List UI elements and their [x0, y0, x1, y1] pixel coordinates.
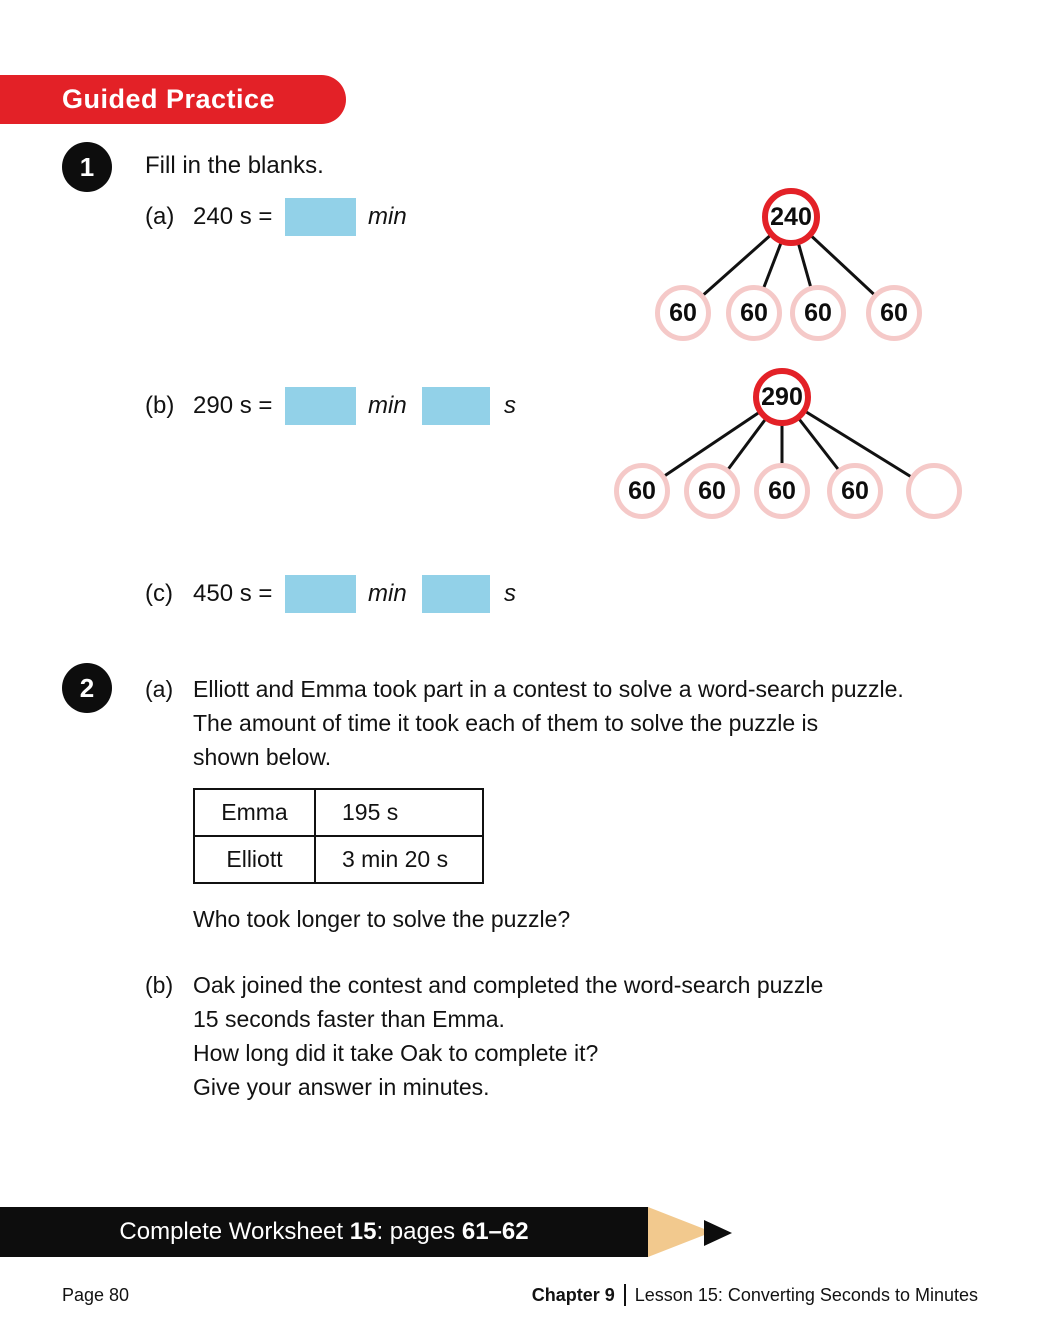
worksheet-pages-text: : pages	[376, 1218, 462, 1245]
table-cell-time: 3 min 20 s	[315, 836, 483, 883]
page-number: Page 80	[62, 1285, 130, 1305]
q2-part-b-line4: Give your answer in minutes.	[193, 1074, 490, 1100]
worksheet-banner-text	[119, 1218, 528, 1246]
q2-part-a-text	[193, 672, 904, 774]
q1-part-a-min-unit: min	[368, 203, 407, 230]
question-1-prompt: Fill in the blanks.	[145, 152, 324, 179]
question-1-badge	[62, 142, 112, 192]
table-row	[194, 789, 483, 836]
q2-part-a-line2: The amount of time it took each of them to solve the puzzle is	[193, 710, 819, 736]
q2-part-a-label: (a)	[145, 676, 174, 702]
bond-290-part-circle: 60	[827, 463, 883, 519]
question-2-badge	[62, 663, 112, 713]
guided-practice-label: Guided Practice	[62, 84, 276, 114]
q1-part-b-seconds-blank[interactable]	[422, 387, 490, 425]
q2-part-b-text	[193, 968, 823, 1104]
guided-practice-banner	[0, 75, 346, 124]
q1-part-b-s-unit: s	[504, 392, 516, 419]
q1-part-b-expression: 290 s =	[193, 392, 273, 419]
bond-290-part-circle: 60	[684, 463, 740, 519]
bond-290-part-circle: 60	[614, 463, 670, 519]
q1-part-b-min-unit: min	[368, 392, 407, 419]
bond-290-total-circle: 290	[753, 368, 811, 426]
worksheet-banner	[0, 1207, 648, 1257]
table-cell-time: 195 s	[315, 789, 483, 836]
time-table	[193, 788, 484, 884]
question-2-number: 2	[79, 672, 95, 703]
table-row	[194, 836, 483, 883]
bond-240-part-circle: 60	[655, 285, 711, 341]
q2-part-a-line3: shown below.	[193, 744, 332, 770]
bond-290-empty-circle[interactable]	[906, 463, 962, 519]
bond-240-part-circle: 60	[790, 285, 846, 341]
q1-part-b-label: (b)	[145, 392, 175, 419]
q1-part-c-s-unit: s	[504, 580, 516, 607]
bond-240-total-circle: 240	[762, 188, 820, 246]
q2-part-a-question: Who took longer to solve the puzzle?	[193, 906, 571, 932]
q1-part-c-label: (c)	[145, 580, 173, 607]
worksheet-pages: 61–62	[461, 1218, 529, 1245]
question-1-number: 1	[79, 151, 95, 182]
q1-part-a-minutes-blank[interactable]	[285, 198, 356, 236]
footer-divider	[624, 1284, 626, 1306]
pencil-tip-icon	[704, 1220, 732, 1246]
q1-part-c-minutes-blank[interactable]	[285, 575, 356, 613]
q2-part-b-label: (b)	[145, 972, 174, 998]
footer-chapter-lesson	[532, 1284, 978, 1306]
q1-part-a-label: (a)	[145, 203, 175, 230]
footer-chapter: Chapter 9	[531, 1284, 615, 1305]
q1-part-a-expression: 240 s =	[193, 203, 273, 230]
number-bond-290	[605, 365, 975, 525]
q1-part-b-minutes-blank[interactable]	[285, 387, 356, 425]
q1-part-c-seconds-blank[interactable]	[422, 575, 490, 613]
bond-240-part-circle: 60	[866, 285, 922, 341]
q2-part-b-line3: How long did it take Oak to complete it?	[193, 1040, 599, 1066]
q1-part-a-row	[145, 198, 406, 236]
q1-part-c-min-unit: min	[368, 580, 407, 607]
pencil-wood-icon	[648, 1207, 712, 1257]
q1-part-c-row	[145, 575, 516, 613]
q1-part-c-expression: 450 s =	[193, 580, 273, 607]
table-cell-name: Emma	[194, 789, 315, 836]
q2-part-a-line1: Elliott and Emma took part in a contest to solve a word-search puzzle.	[193, 676, 904, 702]
worksheet-text: Complete Worksheet	[119, 1218, 350, 1245]
number-bond-240	[645, 185, 935, 345]
bond-240-part-circle: 60	[726, 285, 782, 341]
table-cell-name: Elliott	[194, 836, 315, 883]
worksheet-number: 15	[349, 1218, 377, 1245]
q2-part-b-line2: 15 seconds faster than Emma.	[193, 1006, 505, 1032]
q1-part-b-row	[145, 387, 516, 425]
bond-290-part-circle: 60	[754, 463, 810, 519]
footer-lesson: Lesson 15: Converting Seconds to Minutes	[634, 1284, 978, 1305]
q2-part-b-line1: Oak joined the contest and completed the word-search puzzle	[193, 972, 824, 998]
